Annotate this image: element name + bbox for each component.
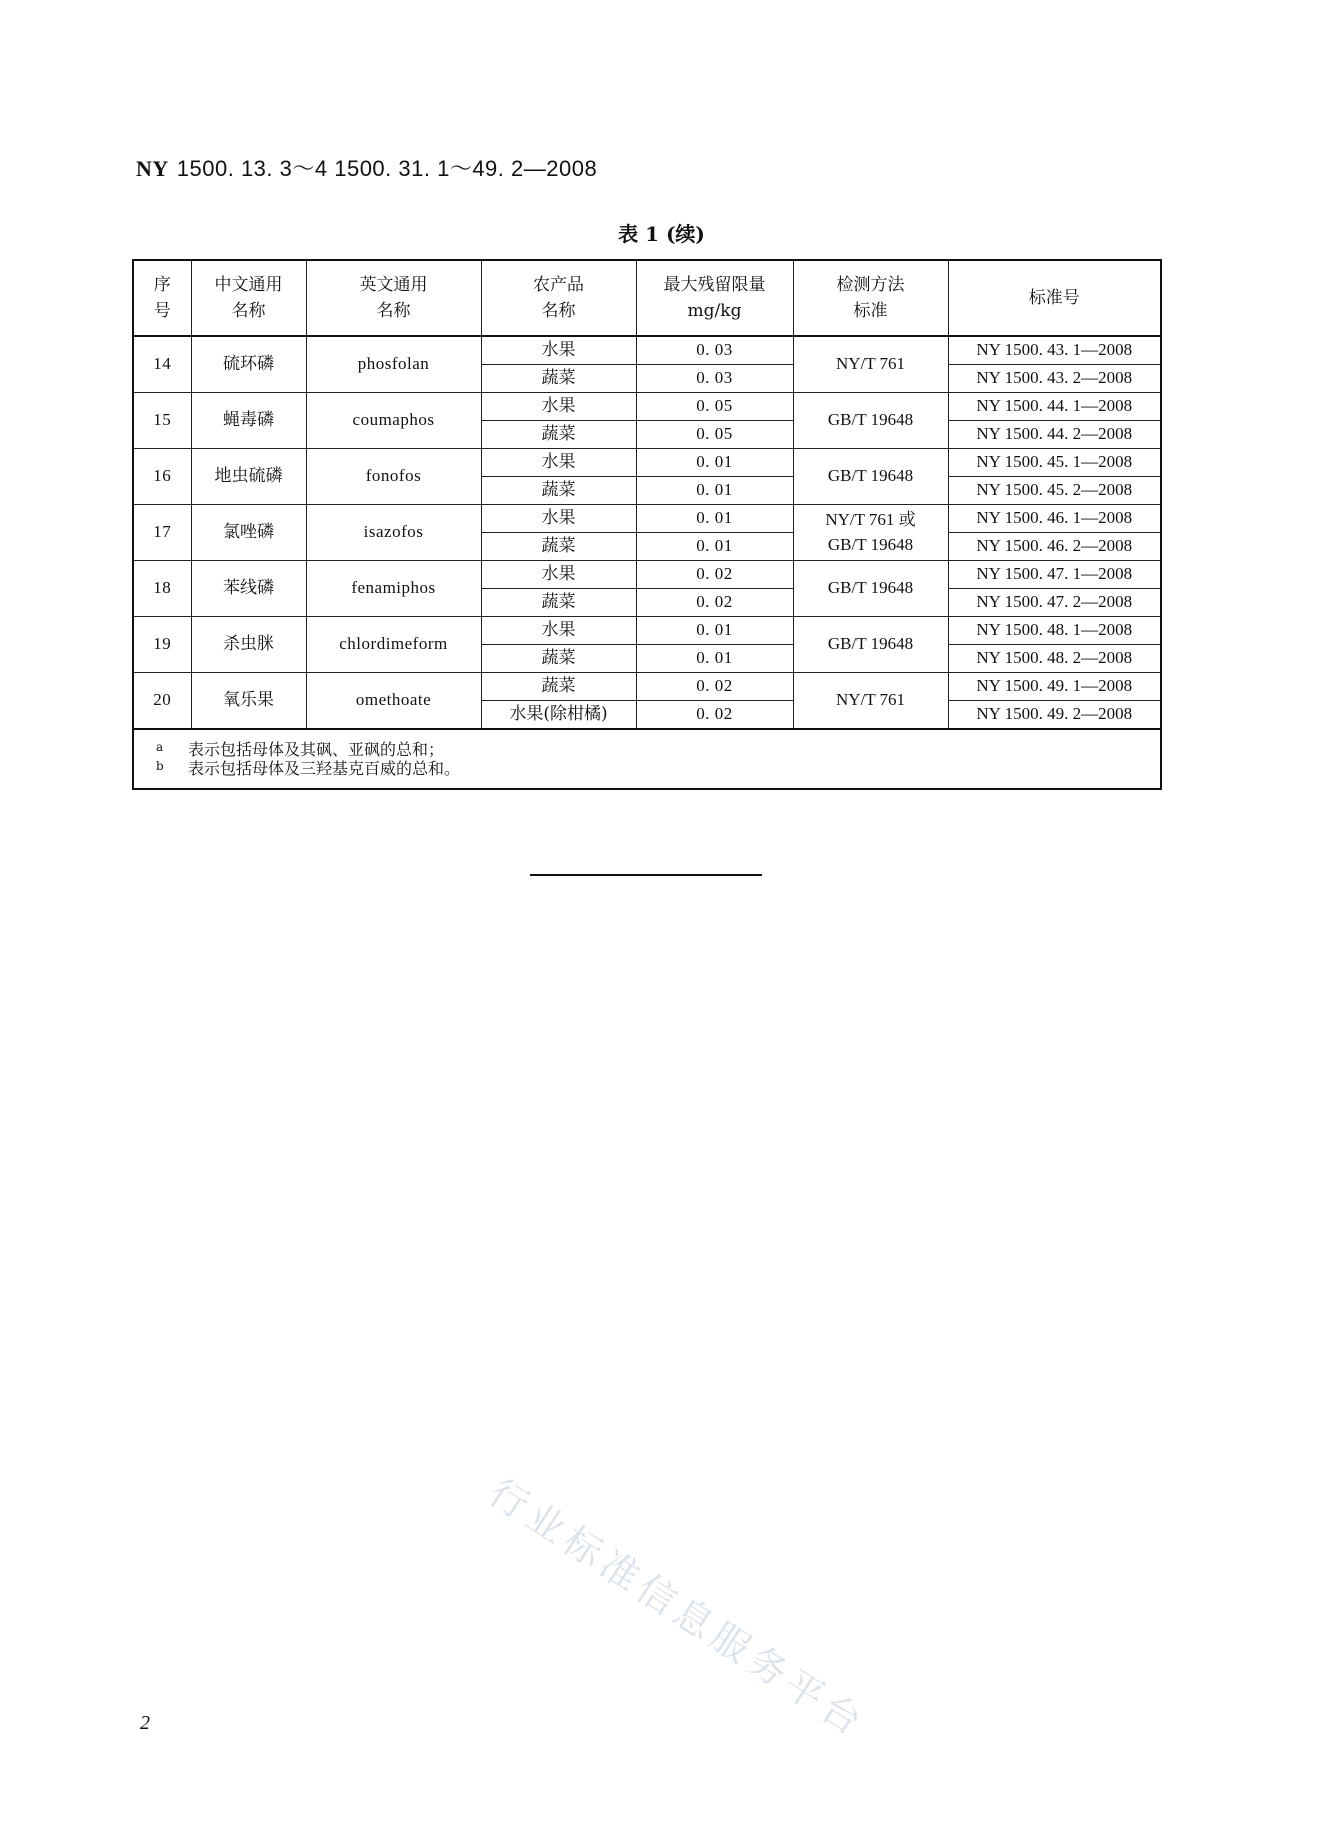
mrl-cell: 0. 02 <box>636 701 793 730</box>
product-cell: 蔬菜 <box>481 589 636 617</box>
std-no-cell: NY 1500. 46. 2—2008 <box>948 533 1161 561</box>
header-cn-name: 中文通用 名称 <box>191 260 306 336</box>
mrl-cell: 0. 02 <box>636 673 793 701</box>
mrl-cell: 0. 02 <box>636 589 793 617</box>
mrl-cell: 0. 03 <box>636 365 793 393</box>
en-name-cell: fonofos <box>306 449 481 505</box>
method-cell <box>793 673 948 730</box>
page-number: 2 <box>140 1712 150 1734</box>
mrl-cell: 0. 05 <box>636 393 793 421</box>
method-line: GB/T 19648 <box>827 466 914 486</box>
standard-number: 1500. 13. 3～4 1500. 31. 1～49. 2—2008 <box>176 156 598 181</box>
header-std-no: 标准号 <box>948 260 1161 336</box>
std-no-cell: NY 1500. 45. 2—2008 <box>948 477 1161 505</box>
en-name-cell: coumaphos <box>306 393 481 449</box>
product-cell: 蔬菜 <box>481 365 636 393</box>
standard-prefix: NY <box>136 156 169 181</box>
table-row <box>133 561 1161 589</box>
table-row <box>133 617 1161 645</box>
product-cell: 水果 <box>481 449 636 477</box>
table-body <box>133 336 1161 789</box>
seq-cell: 20 <box>133 673 191 730</box>
product-cell: 水果 <box>481 336 636 365</box>
method-line: GB/T 19648 <box>827 534 914 554</box>
mrl-cell: 0. 05 <box>636 421 793 449</box>
seq-cell: 15 <box>133 393 191 449</box>
std-no-cell: NY 1500. 48. 2—2008 <box>948 645 1161 673</box>
mrl-cell: 0. 01 <box>636 505 793 533</box>
header-method: 检测方法 标准 <box>793 260 948 336</box>
product-cell: 蔬菜 <box>481 533 636 561</box>
en-name-cell: fenamiphos <box>306 561 481 617</box>
mrl-cell: 0. 02 <box>636 561 793 589</box>
watermark: 行业标准信息服务平台 <box>481 1469 875 1747</box>
method-line: GB/T 19648 <box>827 578 914 598</box>
cn-name-cell: 氧乐果 <box>191 673 306 730</box>
header-en-name: 英文通用 名称 <box>306 260 481 336</box>
mrl-cell: 0. 03 <box>636 336 793 365</box>
end-rule <box>530 874 762 876</box>
product-cell: 蔬菜 <box>481 645 636 673</box>
mrl-cell: 0. 01 <box>636 533 793 561</box>
product-cell: 蔬菜 <box>481 673 636 701</box>
table-notes <box>133 729 1161 789</box>
product-cell: 水果 <box>481 505 636 533</box>
method-cell <box>793 449 948 505</box>
std-no-cell: NY 1500. 44. 2—2008 <box>948 421 1161 449</box>
method-line: NY/T 761 <box>835 690 906 710</box>
header-product: 农产品 名称 <box>481 260 636 336</box>
cn-name-cell: 蝇毒磷 <box>191 393 306 449</box>
seq-cell: 19 <box>133 617 191 673</box>
std-no-cell: NY 1500. 45. 1—2008 <box>948 449 1161 477</box>
mrl-cell: 0. 01 <box>636 477 793 505</box>
method-cell <box>793 505 948 561</box>
table-caption: 表 1 (续) <box>618 222 705 246</box>
method-line: NY/T 761 或 <box>825 509 916 529</box>
mrl-cell: 0. 01 <box>636 449 793 477</box>
table-row <box>133 336 1161 365</box>
table-row <box>133 505 1161 533</box>
std-no-cell: NY 1500. 47. 1—2008 <box>948 561 1161 589</box>
table-row <box>133 673 1161 701</box>
std-no-cell: NY 1500. 49. 2—2008 <box>948 701 1161 730</box>
table-row <box>133 449 1161 477</box>
product-cell: 蔬菜 <box>481 477 636 505</box>
seq-cell: 18 <box>133 561 191 617</box>
mrl-cell: 0. 01 <box>636 645 793 673</box>
method-line: GB/T 19648 <box>827 634 914 654</box>
table-row <box>133 393 1161 421</box>
mrl-table <box>132 259 1162 790</box>
std-no-cell: NY 1500. 47. 2—2008 <box>948 589 1161 617</box>
note-a: a 表示包括母体及其砜、亚砜的总和； <box>156 740 445 759</box>
cn-name-cell: 苯线磷 <box>191 561 306 617</box>
seq-cell: 16 <box>133 449 191 505</box>
document-code <box>136 152 597 183</box>
en-name-cell: isazofos <box>306 505 481 561</box>
header-mrl: 最大残留限量 mg/kg <box>636 260 793 336</box>
std-no-cell: NY 1500. 49. 1—2008 <box>948 673 1161 701</box>
method-cell <box>793 561 948 617</box>
seq-cell: 17 <box>133 505 191 561</box>
seq-cell: 14 <box>133 336 191 393</box>
product-cell: 水果 <box>481 617 636 645</box>
std-no-cell: NY 1500. 43. 1—2008 <box>948 336 1161 365</box>
method-cell <box>793 617 948 673</box>
method-cell <box>793 336 948 393</box>
product-cell: 水果(除柑橘) <box>481 701 636 730</box>
std-no-cell: NY 1500. 46. 1—2008 <box>948 505 1161 533</box>
notes-row <box>133 729 1161 789</box>
table-header-row <box>133 260 1161 336</box>
note-b: b 表示包括母体及三羟基克百威的总和。 <box>156 759 461 779</box>
product-cell: 蔬菜 <box>481 421 636 449</box>
en-name-cell: phosfolan <box>306 336 481 393</box>
std-no-cell: NY 1500. 44. 1—2008 <box>948 393 1161 421</box>
product-cell: 水果 <box>481 393 636 421</box>
method-cell <box>793 393 948 449</box>
cn-name-cell: 硫环磷 <box>191 336 306 393</box>
cn-name-cell: 杀虫脒 <box>191 617 306 673</box>
mrl-cell: 0. 01 <box>636 617 793 645</box>
std-no-cell: NY 1500. 48. 1—2008 <box>948 617 1161 645</box>
header-seq: 序 号 <box>133 260 191 336</box>
method-line: GB/T 19648 <box>827 410 914 430</box>
product-cell: 水果 <box>481 561 636 589</box>
std-no-cell: NY 1500. 43. 2—2008 <box>948 365 1161 393</box>
cn-name-cell: 地虫硫磷 <box>191 449 306 505</box>
en-name-cell: omethoate <box>306 673 481 730</box>
method-line: NY/T 761 <box>835 354 906 374</box>
en-name-cell: chlordimeform <box>306 617 481 673</box>
cn-name-cell: 氯唑磷 <box>191 505 306 561</box>
